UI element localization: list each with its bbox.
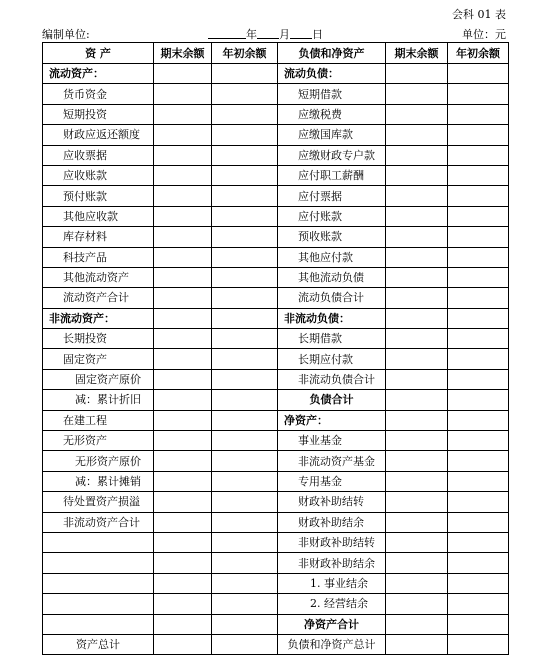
asset-end-balance-cell[interactable] [154, 634, 212, 654]
liability-item: 专用基金 [278, 471, 386, 491]
asset-end-balance-cell[interactable] [154, 329, 212, 349]
currency-unit: 单位：元 [462, 28, 506, 41]
liability-item: 非流动资产基金 [278, 451, 386, 471]
liability-item: 应缴税费 [278, 104, 386, 124]
table-row [43, 431, 509, 451]
asset-item: 减：累计摊销 [43, 471, 154, 491]
liability-item: 应付职工薪酬 [278, 165, 386, 185]
table-row [43, 329, 509, 349]
asset-begin-balance-cell[interactable] [212, 492, 278, 512]
table-row [43, 247, 509, 267]
table-row [43, 451, 509, 471]
asset-item: 无形资产 [43, 431, 154, 451]
table-row [43, 165, 509, 185]
liab-begin-balance-cell[interactable] [448, 308, 509, 328]
table-row [43, 125, 509, 145]
liability-item: 流动负债： [278, 64, 386, 84]
liab-begin-balance-cell[interactable] [448, 471, 509, 491]
liability-item: 1. 事业结余 [278, 573, 386, 593]
table-row [43, 206, 509, 226]
liab-begin-balance-cell[interactable] [448, 145, 509, 165]
liab-begin-balance-cell[interactable] [448, 288, 509, 308]
asset-begin-balance-cell[interactable] [212, 145, 278, 165]
col-assets: 资 产 [43, 43, 154, 64]
asset-begin-balance-cell[interactable] [212, 553, 278, 573]
liab-begin-balance-cell[interactable] [448, 165, 509, 185]
liability-item: 应缴财政专户款 [278, 145, 386, 165]
liability-item: 负债合计 [278, 390, 386, 410]
liab-end-balance-cell[interactable] [386, 451, 448, 471]
asset-item: 科技产品 [43, 247, 154, 267]
asset-begin-balance-cell[interactable] [212, 390, 278, 410]
liab-begin-balance-cell[interactable] [448, 532, 509, 552]
liab-begin-balance-cell[interactable] [448, 84, 509, 104]
liab-end-balance-cell[interactable] [386, 104, 448, 124]
table-row [43, 573, 509, 593]
asset-end-balance-cell[interactable] [154, 186, 212, 206]
asset-end-balance-cell[interactable] [154, 492, 212, 512]
liab-begin-balance-cell[interactable] [448, 553, 509, 573]
liab-end-balance-cell[interactable] [386, 206, 448, 226]
asset-begin-balance-cell[interactable] [212, 614, 278, 634]
liab-end-balance-cell[interactable] [386, 492, 448, 512]
year-blank [208, 27, 246, 39]
asset-begin-balance-cell[interactable] [212, 451, 278, 471]
asset-begin-balance-cell[interactable] [212, 64, 278, 84]
table-row [43, 288, 509, 308]
asset-item: 其他流动资产 [43, 267, 154, 287]
liab-begin-balance-cell[interactable] [448, 594, 509, 614]
liab-end-balance-cell[interactable] [386, 84, 448, 104]
liability-item: 长期应付款 [278, 349, 386, 369]
asset-end-balance-cell[interactable] [154, 431, 212, 451]
asset-begin-balance-cell[interactable] [212, 512, 278, 532]
liab-end-balance-cell[interactable] [386, 390, 448, 410]
table-row [43, 532, 509, 552]
asset-item [43, 614, 154, 634]
liability-item: 2. 经营结余 [278, 594, 386, 614]
asset-item: 长期投资 [43, 329, 154, 349]
asset-item: 其他应收款 [43, 206, 154, 226]
asset-end-balance-cell[interactable] [154, 451, 212, 471]
liab-begin-balance-cell[interactable] [448, 125, 509, 145]
liab-end-balance-cell[interactable] [386, 594, 448, 614]
asset-item: 非流动资产： [43, 308, 154, 328]
liab-end-balance-cell[interactable] [386, 553, 448, 573]
asset-item: 待处置资产损溢 [43, 492, 154, 512]
liab-end-balance-cell[interactable] [386, 308, 448, 328]
liab-begin-balance-cell[interactable] [448, 614, 509, 634]
liab-begin-balance-cell[interactable] [448, 634, 509, 654]
col-assets-begin-balance: 年初余额 [212, 43, 278, 64]
liab-begin-balance-cell[interactable] [448, 349, 509, 369]
liab-end-balance-cell[interactable] [386, 349, 448, 369]
col-assets-end-balance: 期末余额 [154, 43, 212, 64]
report-date [208, 26, 323, 42]
asset-end-balance-cell[interactable] [154, 471, 212, 491]
asset-end-balance-cell[interactable] [154, 573, 212, 593]
asset-begin-balance-cell[interactable] [212, 349, 278, 369]
asset-item: 预付账款 [43, 186, 154, 206]
asset-item: 应收票据 [43, 145, 154, 165]
asset-begin-balance-cell[interactable] [212, 329, 278, 349]
table-row [43, 64, 509, 84]
table-row [43, 145, 509, 165]
liab-begin-balance-cell[interactable] [448, 573, 509, 593]
liability-item: 净资产合计 [278, 614, 386, 634]
liab-begin-balance-cell[interactable] [448, 227, 509, 247]
table-body [43, 64, 509, 655]
asset-item [43, 532, 154, 552]
liab-begin-balance-cell[interactable] [448, 369, 509, 389]
liability-item: 非流动负债合计 [278, 369, 386, 389]
asset-begin-balance-cell[interactable] [212, 431, 278, 451]
asset-end-balance-cell[interactable] [154, 64, 212, 84]
asset-item: 应收账款 [43, 165, 154, 185]
liab-begin-balance-cell[interactable] [448, 186, 509, 206]
liab-begin-balance-cell[interactable] [448, 329, 509, 349]
table-row [43, 594, 509, 614]
asset-end-balance-cell[interactable] [154, 532, 212, 552]
asset-begin-balance-cell[interactable] [212, 410, 278, 430]
table-row [43, 186, 509, 206]
liability-item: 财政补助结余 [278, 512, 386, 532]
asset-end-balance-cell[interactable] [154, 165, 212, 185]
day-blank [290, 27, 312, 39]
liab-begin-balance-cell[interactable] [448, 512, 509, 532]
asset-begin-balance-cell[interactable] [212, 471, 278, 491]
form-code: 会科 01 表 [452, 8, 506, 21]
liab-end-balance-cell[interactable] [386, 471, 448, 491]
asset-item: 无形资产原价 [43, 451, 154, 471]
col-liab-end-balance: 期末余额 [386, 43, 448, 64]
table-row [43, 267, 509, 287]
meta-row [42, 26, 506, 42]
year-label: 年 [246, 28, 257, 41]
preparer-unit-label: 编制单位: [42, 28, 90, 41]
table-row [43, 84, 509, 104]
asset-item: 在建工程 [43, 410, 154, 430]
asset-item: 固定资产 [43, 349, 154, 369]
liab-end-balance-cell[interactable] [386, 329, 448, 349]
table-row [43, 308, 509, 328]
asset-begin-balance-cell[interactable] [212, 165, 278, 185]
asset-end-balance-cell[interactable] [154, 125, 212, 145]
asset-end-balance-cell[interactable] [154, 308, 212, 328]
table-header-row [43, 43, 509, 64]
liab-end-balance-cell[interactable] [386, 573, 448, 593]
asset-begin-balance-cell[interactable] [212, 288, 278, 308]
liability-item: 非财政补助结余 [278, 553, 386, 573]
table-row [43, 471, 509, 491]
table-row [43, 512, 509, 532]
table-row [43, 634, 509, 654]
liab-end-balance-cell[interactable] [386, 125, 448, 145]
liability-item: 负债和净资产总计 [278, 634, 386, 654]
liab-begin-balance-cell[interactable] [448, 492, 509, 512]
liab-begin-balance-cell[interactable] [448, 451, 509, 471]
liab-end-balance-cell[interactable] [386, 145, 448, 165]
liab-begin-balance-cell[interactable] [448, 390, 509, 410]
table-row [43, 410, 509, 430]
asset-item: 流动资产： [43, 64, 154, 84]
asset-begin-balance-cell[interactable] [212, 308, 278, 328]
col-liabilities: 负债和净资产 [278, 43, 386, 64]
asset-item [43, 594, 154, 614]
liability-item: 流动负债合计 [278, 288, 386, 308]
asset-end-balance-cell[interactable] [154, 594, 212, 614]
liability-item: 非流动负债： [278, 308, 386, 328]
asset-end-balance-cell[interactable] [154, 390, 212, 410]
liability-item: 净资产： [278, 410, 386, 430]
asset-item: 减：累计折旧 [43, 390, 154, 410]
liab-begin-balance-cell[interactable] [448, 431, 509, 451]
col-liab-begin-balance: 年初余额 [448, 43, 509, 64]
asset-begin-balance-cell[interactable] [212, 206, 278, 226]
liability-item: 预收账款 [278, 227, 386, 247]
asset-begin-balance-cell[interactable] [212, 573, 278, 593]
liability-item: 其他流动负债 [278, 267, 386, 287]
asset-item: 库存材料 [43, 227, 154, 247]
liability-item: 非财政补助结转 [278, 532, 386, 552]
asset-item: 非流动资产合计 [43, 512, 154, 532]
liability-item: 短期借款 [278, 84, 386, 104]
liab-begin-balance-cell[interactable] [448, 206, 509, 226]
month-blank [257, 27, 279, 39]
asset-end-balance-cell[interactable] [154, 84, 212, 104]
balance-sheet-table [42, 42, 509, 655]
liability-item: 财政补助结转 [278, 492, 386, 512]
asset-end-balance-cell[interactable] [154, 104, 212, 124]
liab-end-balance-cell[interactable] [386, 634, 448, 654]
asset-end-balance-cell[interactable] [154, 369, 212, 389]
liab-end-balance-cell[interactable] [386, 288, 448, 308]
asset-begin-balance-cell[interactable] [212, 104, 278, 124]
liability-item: 其他应付款 [278, 247, 386, 267]
asset-item: 货币资金 [43, 84, 154, 104]
asset-item: 财政应返还额度 [43, 125, 154, 145]
asset-begin-balance-cell[interactable] [212, 532, 278, 552]
table-row [43, 369, 509, 389]
liab-end-balance-cell[interactable] [386, 431, 448, 451]
liability-item: 应付票据 [278, 186, 386, 206]
liab-end-balance-cell[interactable] [386, 532, 448, 552]
liab-end-balance-cell[interactable] [386, 186, 448, 206]
liab-end-balance-cell[interactable] [386, 369, 448, 389]
asset-end-balance-cell[interactable] [154, 227, 212, 247]
liab-begin-balance-cell[interactable] [448, 64, 509, 84]
asset-begin-balance-cell[interactable] [212, 267, 278, 287]
table-row [43, 227, 509, 247]
liability-item: 长期借款 [278, 329, 386, 349]
asset-item [43, 573, 154, 593]
asset-item: 资产总计 [43, 634, 154, 654]
asset-item [43, 553, 154, 573]
liab-end-balance-cell[interactable] [386, 512, 448, 532]
liability-item: 应付账款 [278, 206, 386, 226]
asset-begin-balance-cell[interactable] [212, 125, 278, 145]
asset-begin-balance-cell[interactable] [212, 369, 278, 389]
asset-end-balance-cell[interactable] [154, 145, 212, 165]
liability-item: 事业基金 [278, 431, 386, 451]
asset-begin-balance-cell[interactable] [212, 84, 278, 104]
asset-begin-balance-cell[interactable] [212, 634, 278, 654]
asset-end-balance-cell[interactable] [154, 288, 212, 308]
asset-end-balance-cell[interactable] [154, 512, 212, 532]
asset-begin-balance-cell[interactable] [212, 594, 278, 614]
asset-end-balance-cell[interactable] [154, 206, 212, 226]
liab-begin-balance-cell[interactable] [448, 267, 509, 287]
asset-item: 流动资产合计 [43, 288, 154, 308]
table-row [43, 553, 509, 573]
liab-end-balance-cell[interactable] [386, 64, 448, 84]
asset-begin-balance-cell[interactable] [212, 186, 278, 206]
liab-end-balance-cell[interactable] [386, 267, 448, 287]
liab-end-balance-cell[interactable] [386, 227, 448, 247]
table-row [43, 390, 509, 410]
month-label: 月 [279, 28, 290, 41]
liab-begin-balance-cell[interactable] [448, 247, 509, 267]
asset-end-balance-cell[interactable] [154, 267, 212, 287]
table-row [43, 614, 509, 634]
table-row [43, 104, 509, 124]
day-label: 日 [312, 28, 323, 41]
asset-end-balance-cell[interactable] [154, 614, 212, 634]
asset-item: 短期投资 [43, 104, 154, 124]
asset-begin-balance-cell[interactable] [212, 227, 278, 247]
asset-end-balance-cell[interactable] [154, 410, 212, 430]
table-row [43, 349, 509, 369]
liab-begin-balance-cell[interactable] [448, 410, 509, 430]
liability-item: 应缴国库款 [278, 125, 386, 145]
liab-end-balance-cell[interactable] [386, 165, 448, 185]
asset-end-balance-cell[interactable] [154, 553, 212, 573]
liab-end-balance-cell[interactable] [386, 247, 448, 267]
asset-end-balance-cell[interactable] [154, 349, 212, 369]
asset-end-balance-cell[interactable] [154, 247, 212, 267]
asset-item: 固定资产原价 [43, 369, 154, 389]
liab-end-balance-cell[interactable] [386, 410, 448, 430]
table-row [43, 492, 509, 512]
asset-begin-balance-cell[interactable] [212, 247, 278, 267]
liab-begin-balance-cell[interactable] [448, 104, 509, 124]
liab-end-balance-cell[interactable] [386, 614, 448, 634]
